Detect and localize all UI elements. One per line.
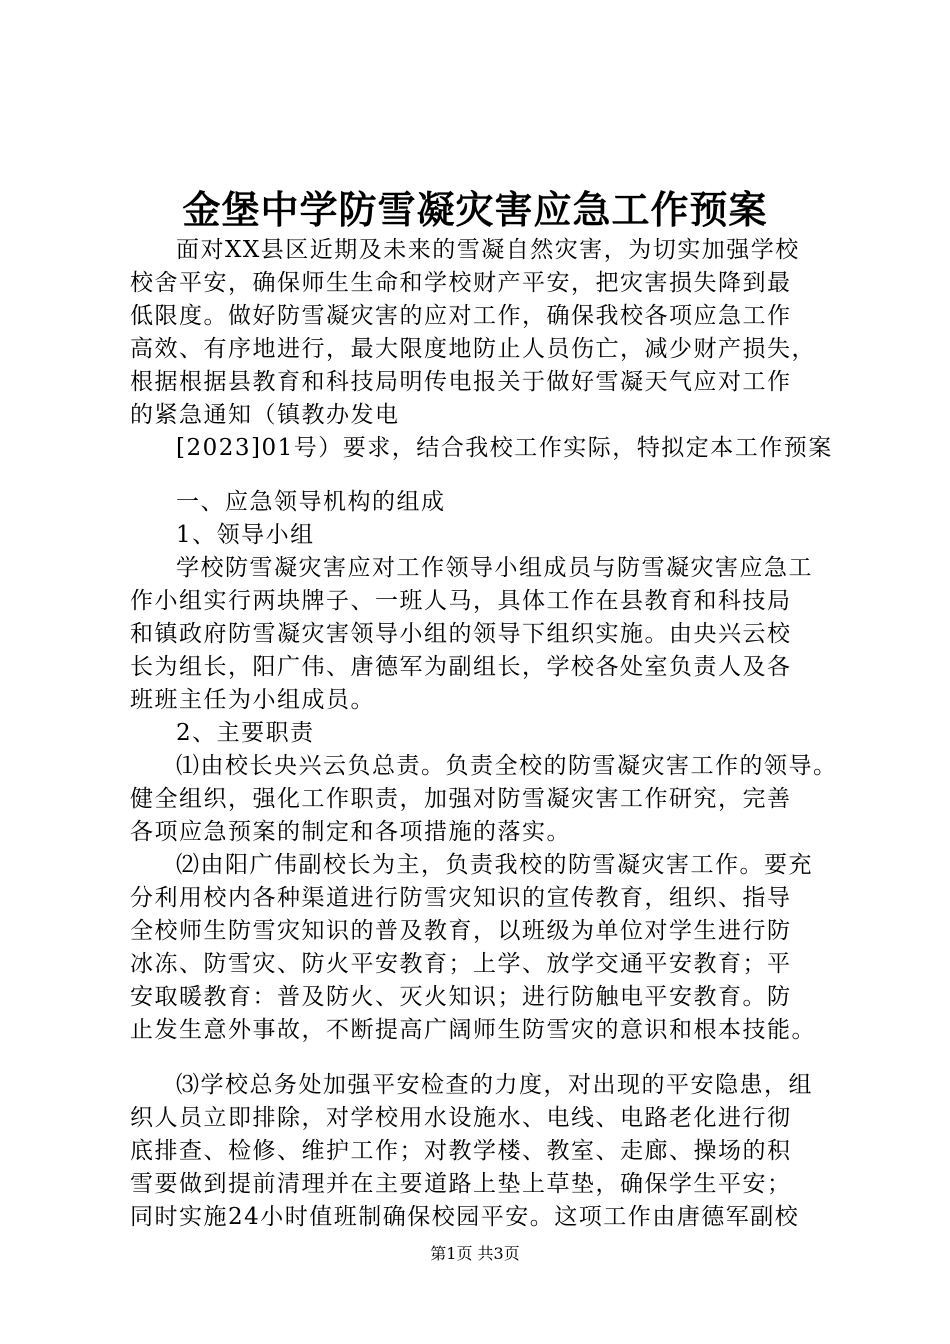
paragraph-line: 全校师生防雪灾知识的普及教育，以班级为单位对学生进行防 xyxy=(130,918,792,944)
paragraph-line: 冰冻、防雪灾、防火平安教育；上学、放学交通平安教育；平 xyxy=(130,951,792,977)
paragraph-line: 长为组长，阳广伟、唐德军为副组长，学校各处室负责人及各 xyxy=(130,654,792,680)
paragraph-line: 止发生意外事故，不断提高广阔师生防雪灾的意识和根本技能。 xyxy=(130,1017,816,1043)
paragraph-line: 低限度。做好防雪凝灾害的应对工作，确保我校各项应急工作 xyxy=(130,303,792,329)
paragraph-line: 底排查、检修、维护工作；对教学楼、教室、走廊、操场的积 xyxy=(130,1138,792,1164)
paragraph-line: [2023]01号）要求，结合我校工作实际，特拟定本工作预案 xyxy=(176,435,833,461)
paragraph-line: ⑵由阳广伟副校长为主，负责我校的防雪凝灾害工作。要充 xyxy=(176,852,813,878)
paragraph-line: 的紧急通知（镇教办发电 xyxy=(130,402,400,428)
paragraph-line: 作小组实行两块牌子、一班人马，具体工作在县教育和科技局 xyxy=(130,588,792,614)
paragraph-line: 各项应急预案的制定和各项措施的落实。 xyxy=(130,819,571,845)
subsection-heading: 1、领导小组 xyxy=(176,522,315,548)
paragraph-line: 雪要做到提前清理并在主要道路上垫上草垫，确保学生平安； xyxy=(130,1171,792,1197)
paragraph-line: 学校防雪凝灾害应对工作领导小组成员与防雪凝灾害应急工 xyxy=(176,555,813,581)
paragraph-line: 和镇政府防雪凝灾害领导小组的领导下组织实施。由央兴云校 xyxy=(130,621,792,647)
paragraph-line: 分利用校内各种渠道进行防雪灾知识的宣传教育，组织、指导 xyxy=(130,885,792,911)
section-heading: 一、应急领导机构的组成 xyxy=(176,489,446,515)
paragraph-line: ⑶学校总务处加强平安检查的力度，对出现的平安隐患，组 xyxy=(176,1072,813,1098)
paragraph-line: 根据根据县教育和科技局明传电报关于做好雪凝天气应对工作 xyxy=(130,369,792,395)
paragraph-line: 同时实施24小时值班制确保校园平安。这项工作由唐德军副校 xyxy=(130,1204,800,1230)
paragraph-line: 织人员立即排除，对学校用水设施水、电线、电路老化进行彻 xyxy=(130,1105,792,1131)
paragraph-line: 面对XX县区近期及未来的雪凝自然灾害，为切实加强学校 xyxy=(176,237,800,263)
document-title: 金堡中学防雪凝灾害应急工作预案 xyxy=(182,187,768,232)
paragraph-line: 安取暖教育：普及防火、灭火知识；进行防触电平安教育。防 xyxy=(130,984,792,1010)
paragraph-line: 班班主任为小组成员。 xyxy=(130,687,375,713)
paragraph-line: 校舍平安，确保师生生命和学校财产平安，把灾害损失降到最 xyxy=(130,270,792,296)
paragraph-line: 健全组织，强化工作职责，加强对防雪凝灾害工作研究，完善 xyxy=(130,786,792,812)
subsection-heading: 2、主要职责 xyxy=(176,720,315,746)
page-number-footer: 第1页 共3页 xyxy=(430,1244,520,1263)
paragraph-line: 高效、有序地进行，最大限度地防止人员伤亡，减少财产损失， xyxy=(130,336,816,362)
paragraph-line: ⑴由校长央兴云负总责。负责全校的防雪凝灾害工作的领导。 xyxy=(176,753,838,779)
